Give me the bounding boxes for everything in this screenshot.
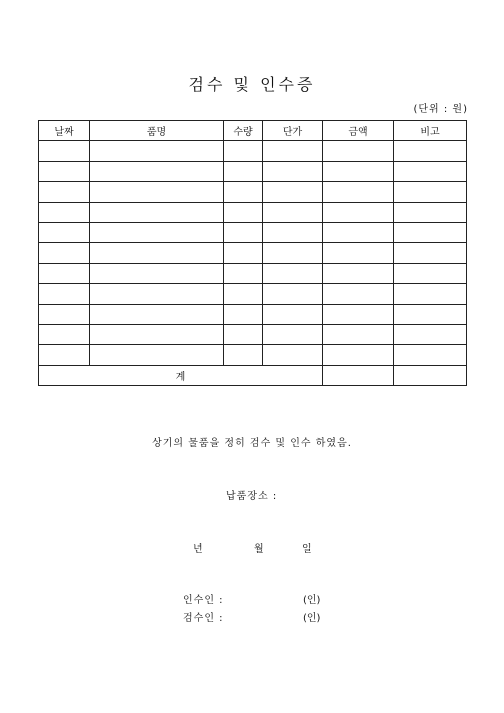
table-cell xyxy=(323,284,394,304)
table-cell xyxy=(224,243,263,263)
table-cell xyxy=(394,182,467,202)
table-row xyxy=(39,141,467,161)
table-cell xyxy=(394,345,467,365)
table-cell xyxy=(224,304,263,324)
table-cell xyxy=(263,263,323,283)
table-cell xyxy=(394,304,467,324)
table-cell xyxy=(263,243,323,263)
table-cell xyxy=(90,202,224,222)
header-date: 날짜 xyxy=(39,121,90,141)
table-row xyxy=(39,243,467,263)
table-row xyxy=(39,202,467,222)
date-year-label: 년 xyxy=(193,544,203,555)
date-day-label: 일 xyxy=(302,544,312,555)
table-cell xyxy=(224,202,263,222)
table-row xyxy=(39,304,467,324)
table-cell xyxy=(39,263,90,283)
table-cell xyxy=(90,222,224,242)
date-month-label: 월 xyxy=(254,544,264,555)
table-cell xyxy=(323,202,394,222)
table-cell xyxy=(323,345,394,365)
confirmation-statement: 상기의 물품을 정히 검수 및 인수 하였음. xyxy=(152,438,352,449)
table-row xyxy=(39,324,467,344)
table-cell xyxy=(39,304,90,324)
table-row xyxy=(39,182,467,202)
unit-note: (단위 : 원) xyxy=(413,104,468,115)
table-cell xyxy=(394,141,467,161)
header-unit-price: 단가 xyxy=(263,121,323,141)
table-cell xyxy=(90,324,224,344)
table-cell xyxy=(263,284,323,304)
table-cell xyxy=(90,182,224,202)
table-cell xyxy=(224,324,263,344)
table-cell xyxy=(263,304,323,324)
inspection-table xyxy=(38,120,467,386)
document-title: 검수 및 인수증 xyxy=(188,75,316,94)
table-cell xyxy=(263,202,323,222)
table-cell xyxy=(263,161,323,181)
table-cell xyxy=(394,284,467,304)
table-cell xyxy=(263,345,323,365)
table-cell xyxy=(394,222,467,242)
inspector-seal: (인) xyxy=(303,613,321,624)
table-cell xyxy=(224,141,263,161)
header-remarks: 비고 xyxy=(394,121,467,141)
table-cell xyxy=(323,182,394,202)
table-cell xyxy=(263,222,323,242)
table-cell xyxy=(39,345,90,365)
table-cell xyxy=(39,141,90,161)
table-cell xyxy=(39,243,90,263)
table-cell xyxy=(323,304,394,324)
table-cell xyxy=(90,263,224,283)
table-cell xyxy=(394,202,467,222)
table-row xyxy=(39,222,467,242)
table-cell xyxy=(394,324,467,344)
header-amount: 금액 xyxy=(323,121,394,141)
table-cell xyxy=(394,243,467,263)
table-cell xyxy=(323,243,394,263)
table-cell xyxy=(90,243,224,263)
table-cell xyxy=(39,182,90,202)
table-cell xyxy=(323,222,394,242)
table-cell xyxy=(39,222,90,242)
receiver-seal: (인) xyxy=(303,595,321,606)
table-cell xyxy=(224,345,263,365)
total-remarks-cell xyxy=(394,365,467,385)
table-cell xyxy=(323,161,394,181)
receiver-label: 인수인 : xyxy=(183,595,224,606)
table-cell xyxy=(394,263,467,283)
table-cell xyxy=(394,161,467,181)
table-cell xyxy=(90,141,224,161)
table-cell xyxy=(224,222,263,242)
table-cell xyxy=(263,324,323,344)
table-cell xyxy=(224,263,263,283)
table-cell xyxy=(90,345,224,365)
header-item-name: 품명 xyxy=(90,121,224,141)
inspector-label: 검수인 : xyxy=(183,613,224,624)
table-cell xyxy=(263,182,323,202)
total-row xyxy=(39,365,467,385)
table-cell xyxy=(323,141,394,161)
table-header-row xyxy=(39,121,467,141)
table-row xyxy=(39,345,467,365)
total-label: 계 xyxy=(39,365,323,385)
table-cell xyxy=(323,324,394,344)
table-cell xyxy=(39,202,90,222)
table-row xyxy=(39,284,467,304)
delivery-place-label: 납품장소 : xyxy=(226,491,278,502)
table-cell xyxy=(323,263,394,283)
table-cell xyxy=(39,284,90,304)
table-cell xyxy=(263,141,323,161)
table-row xyxy=(39,263,467,283)
table-cell xyxy=(90,304,224,324)
table-cell xyxy=(39,324,90,344)
table-row xyxy=(39,161,467,181)
total-amount-cell xyxy=(323,365,394,385)
table-cell xyxy=(224,182,263,202)
header-quantity: 수량 xyxy=(224,121,263,141)
table-cell xyxy=(224,284,263,304)
table-cell xyxy=(224,161,263,181)
table-cell xyxy=(90,284,224,304)
table-cell xyxy=(39,161,90,181)
table-cell xyxy=(90,161,224,181)
